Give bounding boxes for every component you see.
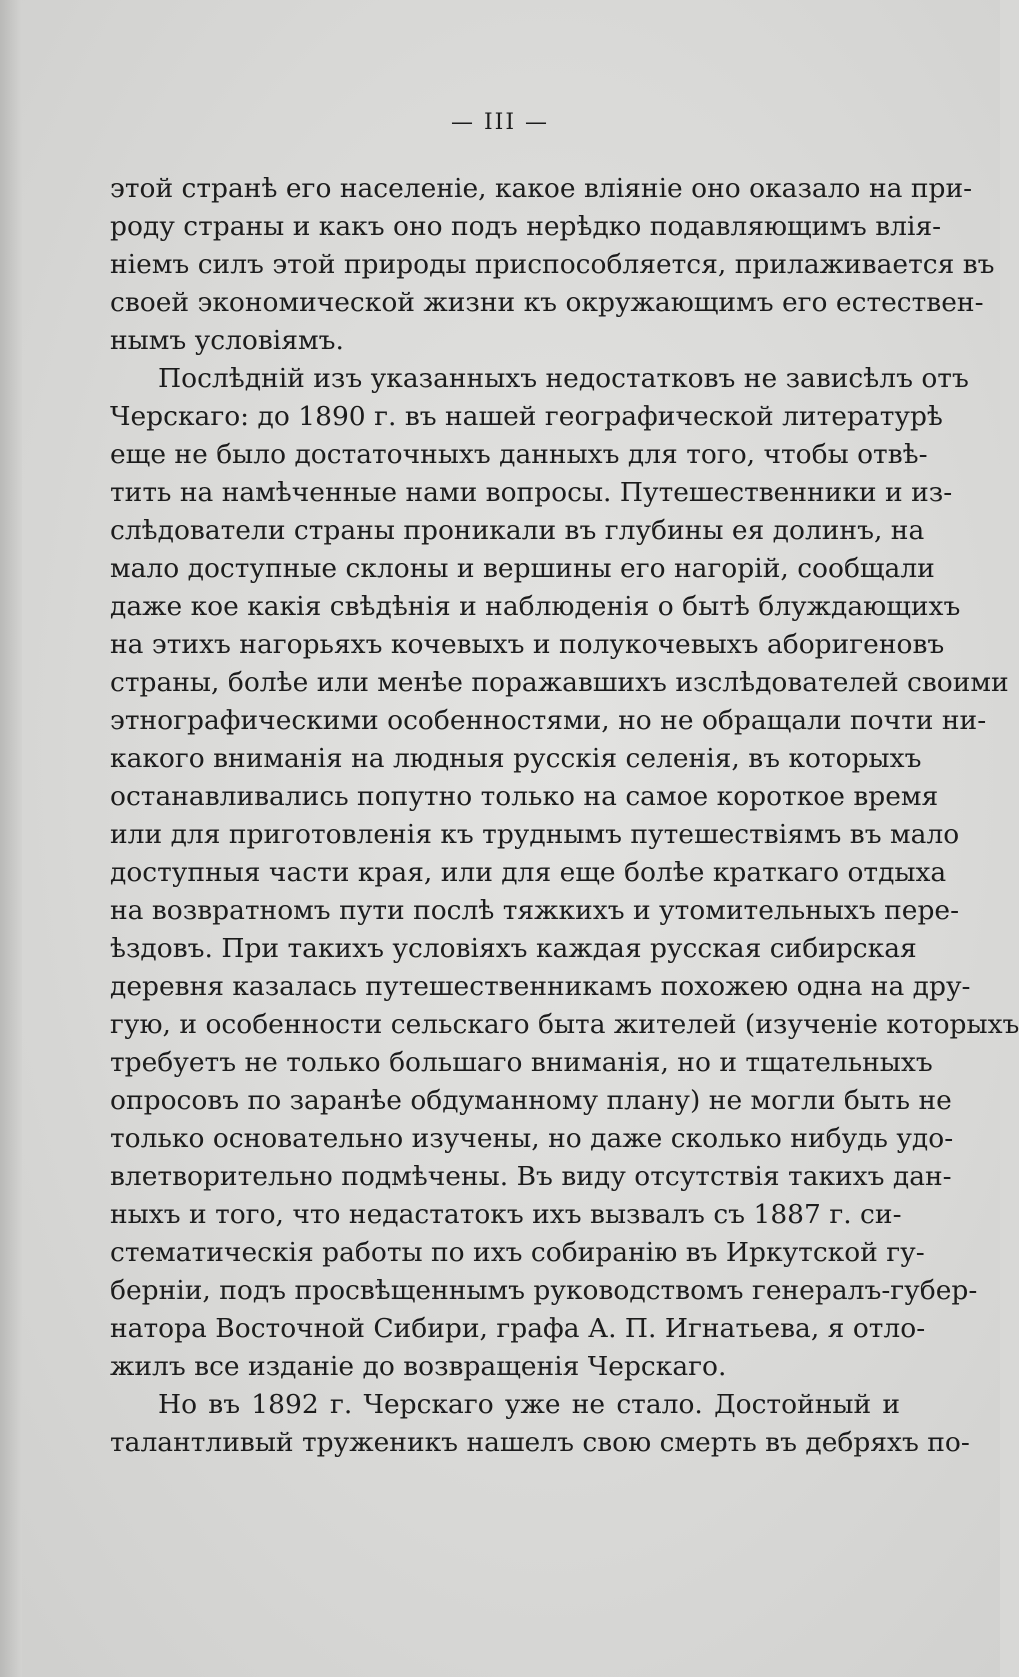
text-line: или для приготовленія къ труднымъ путешествіямъ въ мало: [110, 819, 960, 850]
text-line: талантливый труженикъ нашелъ свою смерть въ дебряхъ по-: [110, 1427, 970, 1458]
text-line: этой странѣ его населеніе, какое вліяніе оно оказало на при-: [110, 173, 973, 204]
text-line: ніемъ силъ этой природы приспособляется, прилаживается въ: [110, 249, 995, 280]
text-line: Но въ 1892 г. Черскаго уже не стало. Достойный и: [158, 1389, 900, 1420]
text-line: тить на намѣченные нами вопросы. Путешественники и из-: [110, 477, 953, 508]
text-line: какого вниманія на людныя русскія селенія, въ которыхъ: [110, 743, 922, 774]
text-line: доступныя части края, или для еще болѣе краткаго отдыха: [110, 857, 947, 888]
text-line: своей экономической жизни къ окружающимъ его естествен-: [110, 287, 984, 318]
text-line: натора Восточной Сибири, графа А. П. Игнатьева, я отло-: [110, 1313, 926, 1344]
text-line: опросовъ по заранѣе обдуманному плану) не могли быть не: [110, 1085, 952, 1116]
text-line: только основательно изучены, но даже сколько нибудь удо-: [110, 1123, 954, 1154]
text-line: страны, болѣе или менѣе поражавшихъ изслѣдователей своими: [110, 667, 1009, 698]
paragraph: [110, 360, 1019, 1386]
page-gutter-shadow: [0, 0, 22, 1677]
text-line: Черскаго: до 1890 г. въ нашей географической литературѣ: [110, 401, 943, 432]
text-line: требуетъ не только большаго вниманія, но и тщательныхъ: [110, 1047, 933, 1078]
text-line: этнографическими особенностями, но не обращали почти ни-: [110, 705, 987, 736]
text-line: Послѣдній изъ указанныхъ недостатковъ не зависѣлъ отъ: [158, 363, 969, 394]
text-line: стематическія работы по ихъ собиранію въ Иркутской гу-: [110, 1237, 925, 1268]
text-line: на этихъ нагорьяхъ кочевыхъ и полукочевыхъ аборигеновъ: [110, 629, 945, 660]
text-line: еще не было достаточныхъ данныхъ для того, чтобы отвѣ-: [110, 439, 928, 470]
text-line: даже кое какія свѣдѣнія и наблюденія о бытѣ блуждающихъ: [110, 591, 961, 622]
text-line: мало доступные склоны и вершины его нагорій, сообщали: [110, 553, 935, 584]
text-line: жилъ все изданіе до возвращенія Черскаго.: [110, 1351, 727, 1382]
text-line: роду страны и какъ оно подъ нерѣдко подавляющимъ влія-: [110, 211, 942, 242]
paragraph: [110, 170, 995, 360]
text-line: останавливались попутно только на самое короткое время: [110, 781, 939, 812]
text-line: слѣдователи страны проникали въ глубины ея долинъ, на: [110, 515, 925, 546]
text-line: ныхъ и того, что недастатокъ ихъ вызвалъ съ 1887 г. си-: [110, 1199, 902, 1230]
text-line: берніи, подъ просвѣщеннымъ руководствомъ генералъ-губер-: [110, 1275, 978, 1306]
text-line: гую, и особенности сельскаго быта жителей (изученіе которыхъ: [110, 1009, 1019, 1040]
text-line: влетворительно подмѣчены. Въ виду отсутствія такихъ дан-: [110, 1161, 952, 1192]
text-line: ѣздовъ. При такихъ условіяхъ каждая русская сибирская: [110, 933, 917, 964]
body-text: [110, 170, 1019, 1462]
text-line: на возвратномъ пути послѣ тяжкихъ и утомительныхъ пере-: [110, 895, 960, 926]
text-line: деревня казалась путешественникамъ похожею одна на дру-: [110, 971, 971, 1002]
text-line: нымъ условіямъ.: [110, 325, 344, 356]
paragraph: [110, 1386, 970, 1462]
page-number: — III —: [450, 110, 550, 135]
